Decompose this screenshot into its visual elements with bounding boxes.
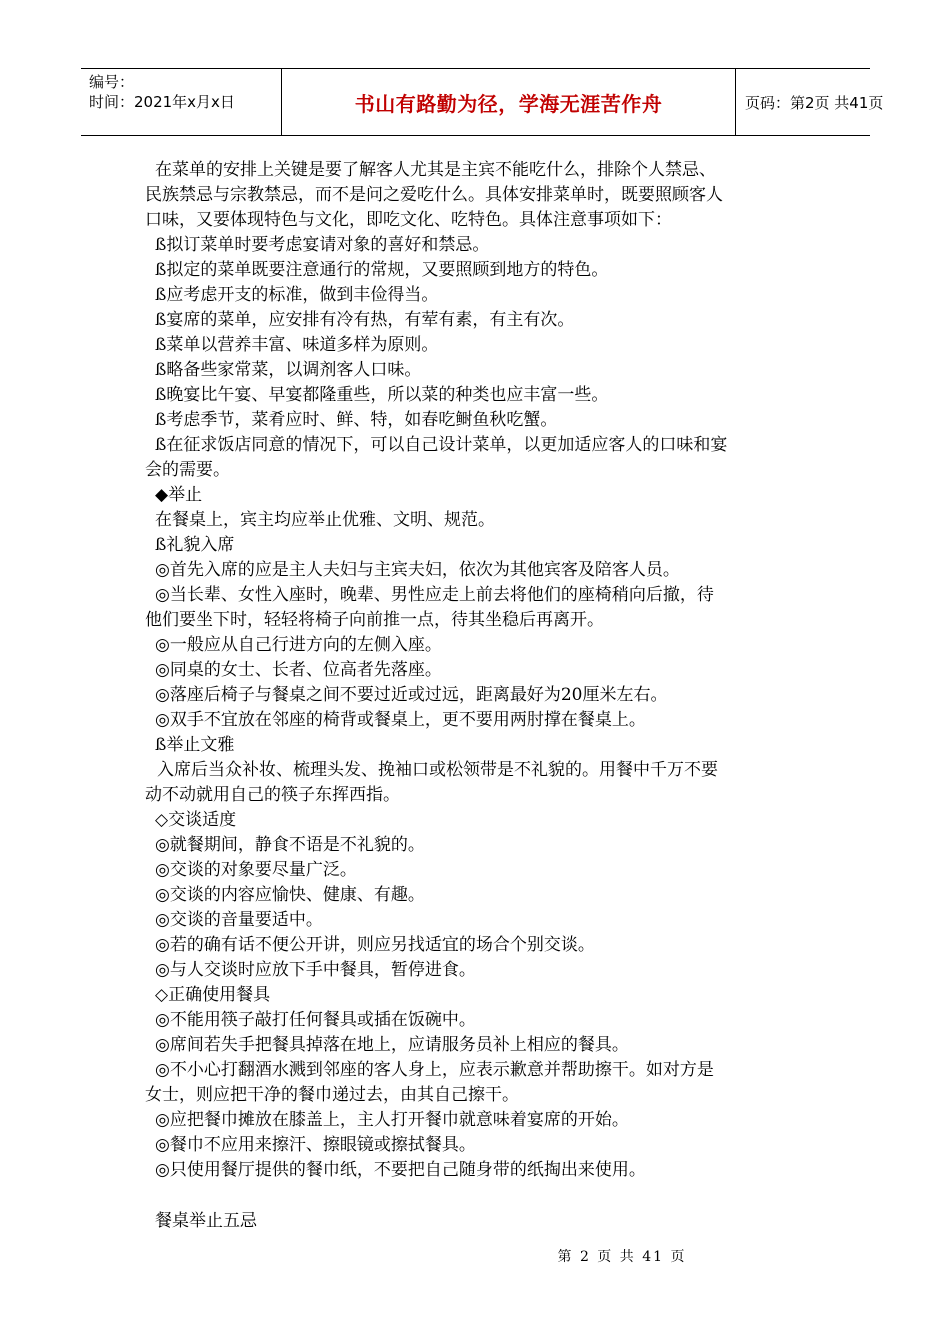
text-line: 口味，又要体现特色与文化，即吃文化、吃特色。具体注意事项如下：	[145, 210, 672, 230]
text-line: 会的需要。	[145, 460, 230, 480]
text-line: ◎应把餐巾摊放在膝盖上，主人打开餐巾就意味着宴席的开始。	[155, 1110, 629, 1130]
text-line: 在菜单的安排上关键是要了解客人尤其是主宾不能吃什么，排除个人禁忌、	[155, 160, 716, 180]
body-text	[145, 158, 805, 1234]
text-line: ◎当长辈、女性入座时，晚辈、男性应走上前去将他们的座椅稍向后撤，待	[155, 585, 714, 605]
text-line: ◎若的确有话不便公开讲，则应另找适宜的场合个别交谈。	[155, 935, 595, 955]
text-line: ß拟定的菜单既要注意通行的常规，又要照顾到地方的特色。	[155, 260, 609, 280]
text-line: ◎首先入席的应是主人夫妇与主宾夫妇，依次为其他宾客及陪客人员。	[155, 560, 680, 580]
text-line: ◎餐巾不应用来擦汗、擦眼镜或擦拭餐具。	[155, 1135, 476, 1155]
text-line: ß晚宴比午宴、早宴都隆重些，所以菜的种类也应丰富一些。	[155, 385, 609, 405]
text-line: ◎一般应从自己行进方向的左侧入座。	[155, 635, 442, 655]
text-line: ◎交谈的对象要尽量广泛。	[155, 860, 357, 880]
text-line: ◎就餐期间，静食不语是不礼貌的。	[155, 835, 425, 855]
text-line: ◎只使用餐厅提供的餐巾纸，不要把自己随身带的纸掏出来使用。	[155, 1160, 646, 1180]
text-line: ◎与人交谈时应放下手中餐具，暂停进食。	[155, 960, 476, 980]
text-line: ◆举止	[155, 485, 203, 505]
text-line: ◇正确使用餐具	[155, 985, 271, 1005]
text-line: ◎席间若失手把餐具掉落在地上，应请服务员补上相应的餐具。	[155, 1035, 629, 1055]
text-line: 女士，则应把干净的餐巾递过去，由其自己擦干。	[145, 1085, 519, 1105]
text-line: ◎交谈的内容应愉快、健康、有趣。	[155, 885, 425, 905]
page-footer	[0, 1246, 950, 1266]
spacer	[145, 1183, 805, 1209]
document-date: 时间：2021年x月x日	[89, 93, 235, 111]
text-line: ß应考虑开支的标准，做到丰俭得当。	[155, 285, 439, 305]
text-line: ◎交谈的音量要适中。	[155, 910, 323, 930]
header-motto-cell	[281, 69, 736, 136]
text-line: 动不动就用自己的筷子东挥西指。	[145, 785, 400, 805]
text-line: ß拟订菜单时要考虑宴请对象的喜好和禁忌。	[155, 235, 490, 255]
header-meta	[81, 69, 281, 136]
text-line: ß在征求饭店同意的情况下，可以自己设计菜单，以更加适应客人的口味和宴	[155, 435, 728, 455]
text-line: ◎双手不宜放在邻座的椅背或餐桌上，更不要用两肘撑在餐桌上。	[155, 710, 646, 730]
text-line: 在餐桌上，宾主均应举止优雅、文明、规范。	[155, 510, 495, 530]
text-line: ◎不小心打翻酒水溅到邻座的客人身上，应表示歉意并帮助擦干。如对方是	[155, 1060, 714, 1080]
text-line: ß宴席的菜单，应安排有冷有热，有荤有素，有主有次。	[155, 310, 575, 330]
header-motto: 书山有路勤为径，学海无涯苦作舟	[354, 92, 663, 116]
page-header	[81, 68, 884, 136]
text-line: ◇交谈适度	[155, 810, 237, 830]
section-heading: 餐桌举止五忌	[155, 1211, 257, 1231]
document-code-label: 编号：	[89, 73, 135, 91]
header-page-number: 页码：第2页 共41页	[745, 94, 884, 112]
text-line: ß礼貌入席	[155, 535, 235, 555]
text-line: ß考虑季节，菜肴应时、鲜、特，如春吃鲥鱼秋吃蟹。	[155, 410, 558, 430]
text-line: ◎不能用筷子敲打任何餐具或插在饭碗中。	[155, 1010, 476, 1030]
text-line: ß举止文雅	[155, 735, 235, 755]
text-line: ◎落座后椅子与餐桌之间不要过近或过远，距离最好为20厘米左右。	[155, 685, 668, 705]
text-line: ß略备些家常菜，以调剂客人口味。	[155, 360, 422, 380]
text-line: 入席后当众补妆、梳理头发、挽袖口或松领带是不礼貌的。用餐中千万不要	[157, 760, 718, 780]
footer-page-number: 第 2 页 共 41 页	[557, 1249, 687, 1265]
text-line: 他们要坐下时，轻轻将椅子向前推一点，待其坐稳后再离开。	[145, 610, 604, 630]
header-page-cell	[736, 69, 884, 136]
text-line: ◎同桌的女士、长者、位高者先落座。	[155, 660, 442, 680]
text-line: ß菜单以营养丰富、味道多样为原则。	[155, 335, 439, 355]
text-line: 民族禁忌与宗教禁忌，而不是问之爱吃什么。具体安排菜单时，既要照顾客人	[145, 185, 723, 205]
